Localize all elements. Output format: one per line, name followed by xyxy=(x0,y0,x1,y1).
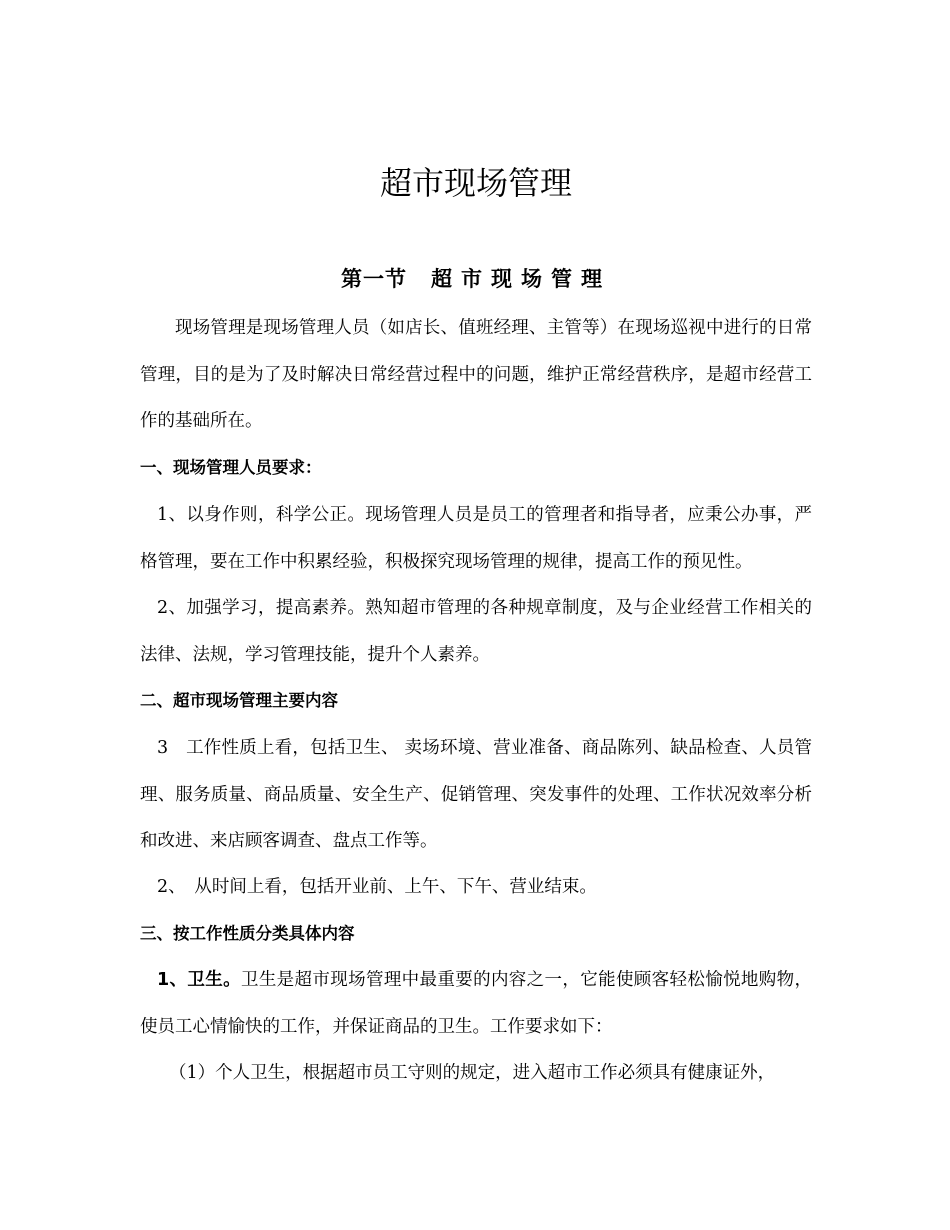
part2-item2-text: 开业前、上午、下午、营业结束。 xyxy=(334,877,597,897)
section-heading xyxy=(140,263,812,295)
part2-item2-emphasis: 包括 xyxy=(299,877,335,897)
part3-item1 xyxy=(140,957,812,1050)
part3-sub1: （1）个人卫生，根据超市员工守则的规定，进入超市工作必须具有健康证外， xyxy=(169,1063,776,1083)
part2-item1: 3 工作性质上看，包括卫生、 卖场环境、营业准备、商品陈列、缺品检查、人员管理、服务质量、商品质量、安全生产、促销管理、突发事件的处理、工作状况效率分析和改进、来店顾客调查、盘点工作等。 xyxy=(140,738,812,851)
intro-paragraph: 现场管理是现场管理人员（如店长、值班经理、主管等）在现场巡视中进行的日常管理，目的是为了及时解决日常经营过程中的问题，维护正常经营秩序，是超市经营工作的基础所在。 xyxy=(140,318,812,431)
part3-item1-label: 1、卫生。 xyxy=(157,970,241,990)
part1-item1-prefix: 1、以身作则， xyxy=(157,505,276,525)
heading-part2: 二、超市现场管理主要内容 xyxy=(140,691,338,710)
part1-item2: 2、加强学习，提高素养。熟知超市管理的各种规章制度，及与企业经营工作相关的法律、法规，学习管理技能，提升个人素养。 xyxy=(140,598,812,665)
part2-item2-prefix: 2、 从时间上看， xyxy=(157,877,300,897)
part1-item1-text: 现场管理人员是员工的管理者和指导者，应秉公办事，严格管理，要在工作中积累经验，积极探究现场管理的规律，提高工作的预见性。 xyxy=(140,505,813,572)
part2-item2 xyxy=(140,864,812,911)
part1-item1 xyxy=(140,492,812,585)
document-title: 超市现场管理 xyxy=(379,164,572,202)
part3-item1-text: 卫生是超市现场管理中最重要的内容之一，它能使顾客轻松愉悦地购物，使员工心情愉快的工作，并保证商品的卫生。工作要求如下： xyxy=(140,970,812,1037)
section-title: 超市现场管理 xyxy=(431,267,611,291)
section-label: 第一节 xyxy=(341,267,407,291)
heading-part3: 三、按工作性质分类具体内容 xyxy=(140,924,355,943)
heading-part1: 一、现场管理人员要求： xyxy=(140,458,322,477)
part1-item1-emphasis: 科学公正。 xyxy=(275,505,366,525)
